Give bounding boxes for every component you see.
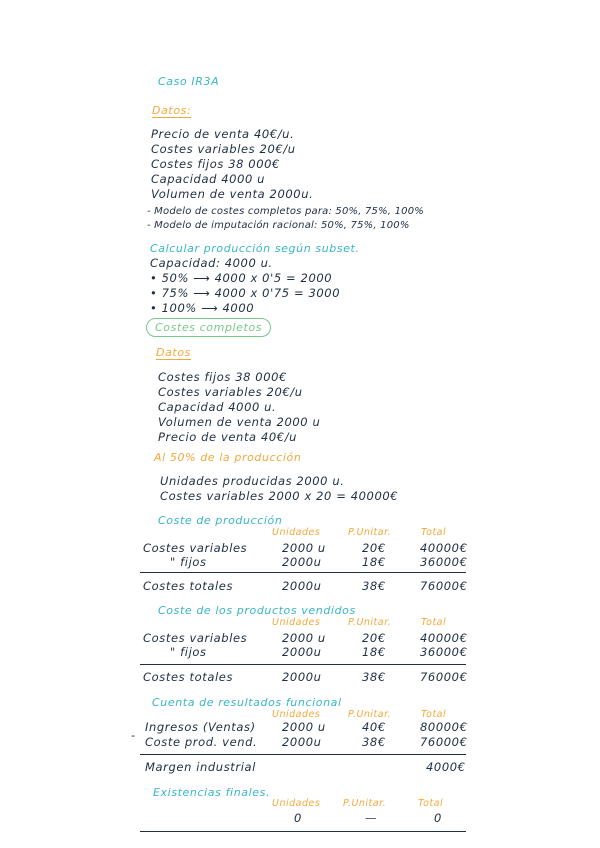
coste-vendidos-heading: Coste de los productos vendidos bbox=[158, 604, 356, 617]
cp-total-pu: 38€ bbox=[362, 579, 386, 593]
calculo-line-3: • 75% ⟶ 4000 x 0'75 = 3000 bbox=[150, 286, 341, 300]
cv-total-pu: 38€ bbox=[362, 670, 386, 684]
calculo-heading: Calcular producción según subset. bbox=[150, 242, 360, 255]
datos2-line-3: Capacidad 4000 u. bbox=[158, 400, 277, 414]
calculo-line-2: • 50% ⟶ 4000 x 0'5 = 2000 bbox=[150, 271, 333, 285]
datos2-line-2: Costes variables 20€/u bbox=[158, 385, 303, 399]
cp-row2-label: " fijos bbox=[170, 555, 207, 569]
existencias-pu: — bbox=[365, 811, 378, 825]
cp-total-rule bbox=[140, 572, 466, 573]
cp-total-u: 2000u bbox=[282, 579, 322, 593]
col-header-unidades-3: Unidades bbox=[272, 709, 321, 720]
cp-total-total: 76000€ bbox=[420, 579, 468, 593]
col-header-unidades-4: Unidades bbox=[272, 798, 321, 809]
cv-total-u: 2000u bbox=[282, 670, 322, 684]
cr-row1-label: Ingresos (Ventas) bbox=[145, 720, 256, 734]
modelo-line-1: - Modelo de costes completos para: 50%, 75%, 100% bbox=[147, 206, 424, 217]
cr-row2-u: 2000u bbox=[282, 735, 322, 749]
col-header-unidades: Unidades bbox=[272, 527, 321, 538]
costes-completos-label: Costes completos bbox=[146, 318, 271, 337]
existencias-heading: Existencias finales. bbox=[153, 786, 271, 799]
col-header-pu: P.Unitar. bbox=[348, 527, 392, 538]
cv-row2-u: 2000u bbox=[282, 645, 322, 659]
coste-produccion-heading: Coste de producción bbox=[158, 514, 283, 527]
cr-row2-pu: 38€ bbox=[362, 735, 386, 749]
calculo-line-4: • 100% ⟶ 4000 bbox=[150, 301, 255, 315]
col-header-pu-3: P.Unitar. bbox=[348, 709, 392, 720]
al50-line-2: Costes variables 2000 x 20 = 40000€ bbox=[160, 489, 399, 503]
page-title: Caso IR3A bbox=[158, 75, 220, 88]
datos-line-5: Volumen de venta 2000u. bbox=[151, 187, 314, 201]
col-header-unidades-2: Unidades bbox=[272, 617, 321, 628]
datos2-line-5: Precio de venta 40€/u bbox=[158, 430, 298, 444]
cp-row1-u: 2000 u bbox=[282, 541, 326, 555]
datos2-line-1: Costes fijos 38 000€ bbox=[158, 370, 287, 384]
cv-total-label: Costes totales bbox=[143, 670, 234, 684]
cv-total-rule bbox=[140, 664, 466, 665]
al50-heading: Al 50% de la producción bbox=[154, 451, 302, 464]
cv-row1-pu: 20€ bbox=[362, 631, 386, 645]
modelo-line-2: - Modelo de imputación racional: 50%, 75%, 100% bbox=[147, 220, 410, 231]
al50-line-1: Unidades producidas 2000 u. bbox=[160, 474, 345, 488]
minus-sign: - bbox=[131, 728, 136, 742]
cp-row2-pu: 18€ bbox=[362, 555, 386, 569]
datos-heading: Datos: bbox=[152, 104, 192, 117]
datos-line-3: Costes fijos 38 000€ bbox=[151, 157, 280, 171]
cp-total-label: Costes totales bbox=[143, 579, 234, 593]
datos-line-4: Capacidad 4000 u bbox=[151, 172, 266, 186]
cv-total-total: 76000€ bbox=[420, 670, 468, 684]
col-header-pu-4: P.Unitar. bbox=[343, 798, 387, 809]
margen-value: 4000€ bbox=[426, 760, 466, 774]
existencias-total: 0 bbox=[434, 811, 442, 825]
cp-row2-total: 36000€ bbox=[420, 555, 468, 569]
cp-row1-label: Costes variables bbox=[143, 541, 248, 555]
col-header-pu-2: P.Unitar. bbox=[348, 617, 392, 628]
datos-line-1: Precio de venta 40€/u. bbox=[151, 127, 295, 141]
cr-row1-u: 2000 u bbox=[282, 720, 326, 734]
datos2-line-4: Volumen de venta 2000 u bbox=[158, 415, 321, 429]
existencias-u: 0 bbox=[294, 811, 302, 825]
cv-row1-total: 40000€ bbox=[420, 631, 468, 645]
col-header-total-2: Total bbox=[421, 617, 447, 628]
margen-label: Margen industrial bbox=[145, 760, 256, 774]
cr-total-rule bbox=[140, 754, 466, 755]
cv-row2-label: " fijos bbox=[170, 645, 207, 659]
col-header-total: Total bbox=[421, 527, 447, 538]
calculo-line-1: Capacidad: 4000 u. bbox=[150, 256, 273, 270]
col-header-total-3: Total bbox=[421, 709, 447, 720]
cv-row2-total: 36000€ bbox=[420, 645, 468, 659]
cp-row1-total: 40000€ bbox=[420, 541, 468, 555]
cv-row2-pu: 18€ bbox=[362, 645, 386, 659]
existencias-rule bbox=[140, 831, 466, 832]
cp-row2-u: 2000u bbox=[282, 555, 322, 569]
datos2-heading: Datos bbox=[156, 346, 191, 359]
cr-row1-pu: 40€ bbox=[362, 720, 386, 734]
cv-row1-u: 2000 u bbox=[282, 631, 326, 645]
cr-row2-label: Coste prod. vend. bbox=[145, 735, 258, 749]
cp-row1-pu: 20€ bbox=[362, 541, 386, 555]
col-header-total-4: Total bbox=[418, 798, 444, 809]
cr-row1-total: 80000€ bbox=[420, 720, 468, 734]
cr-row2-total: 76000€ bbox=[420, 735, 468, 749]
cv-row1-label: Costes variables bbox=[143, 631, 248, 645]
datos-line-2: Costes variables 20€/u bbox=[151, 142, 296, 156]
cuenta-resultados-heading: Cuenta de resultados funcional bbox=[152, 696, 342, 709]
